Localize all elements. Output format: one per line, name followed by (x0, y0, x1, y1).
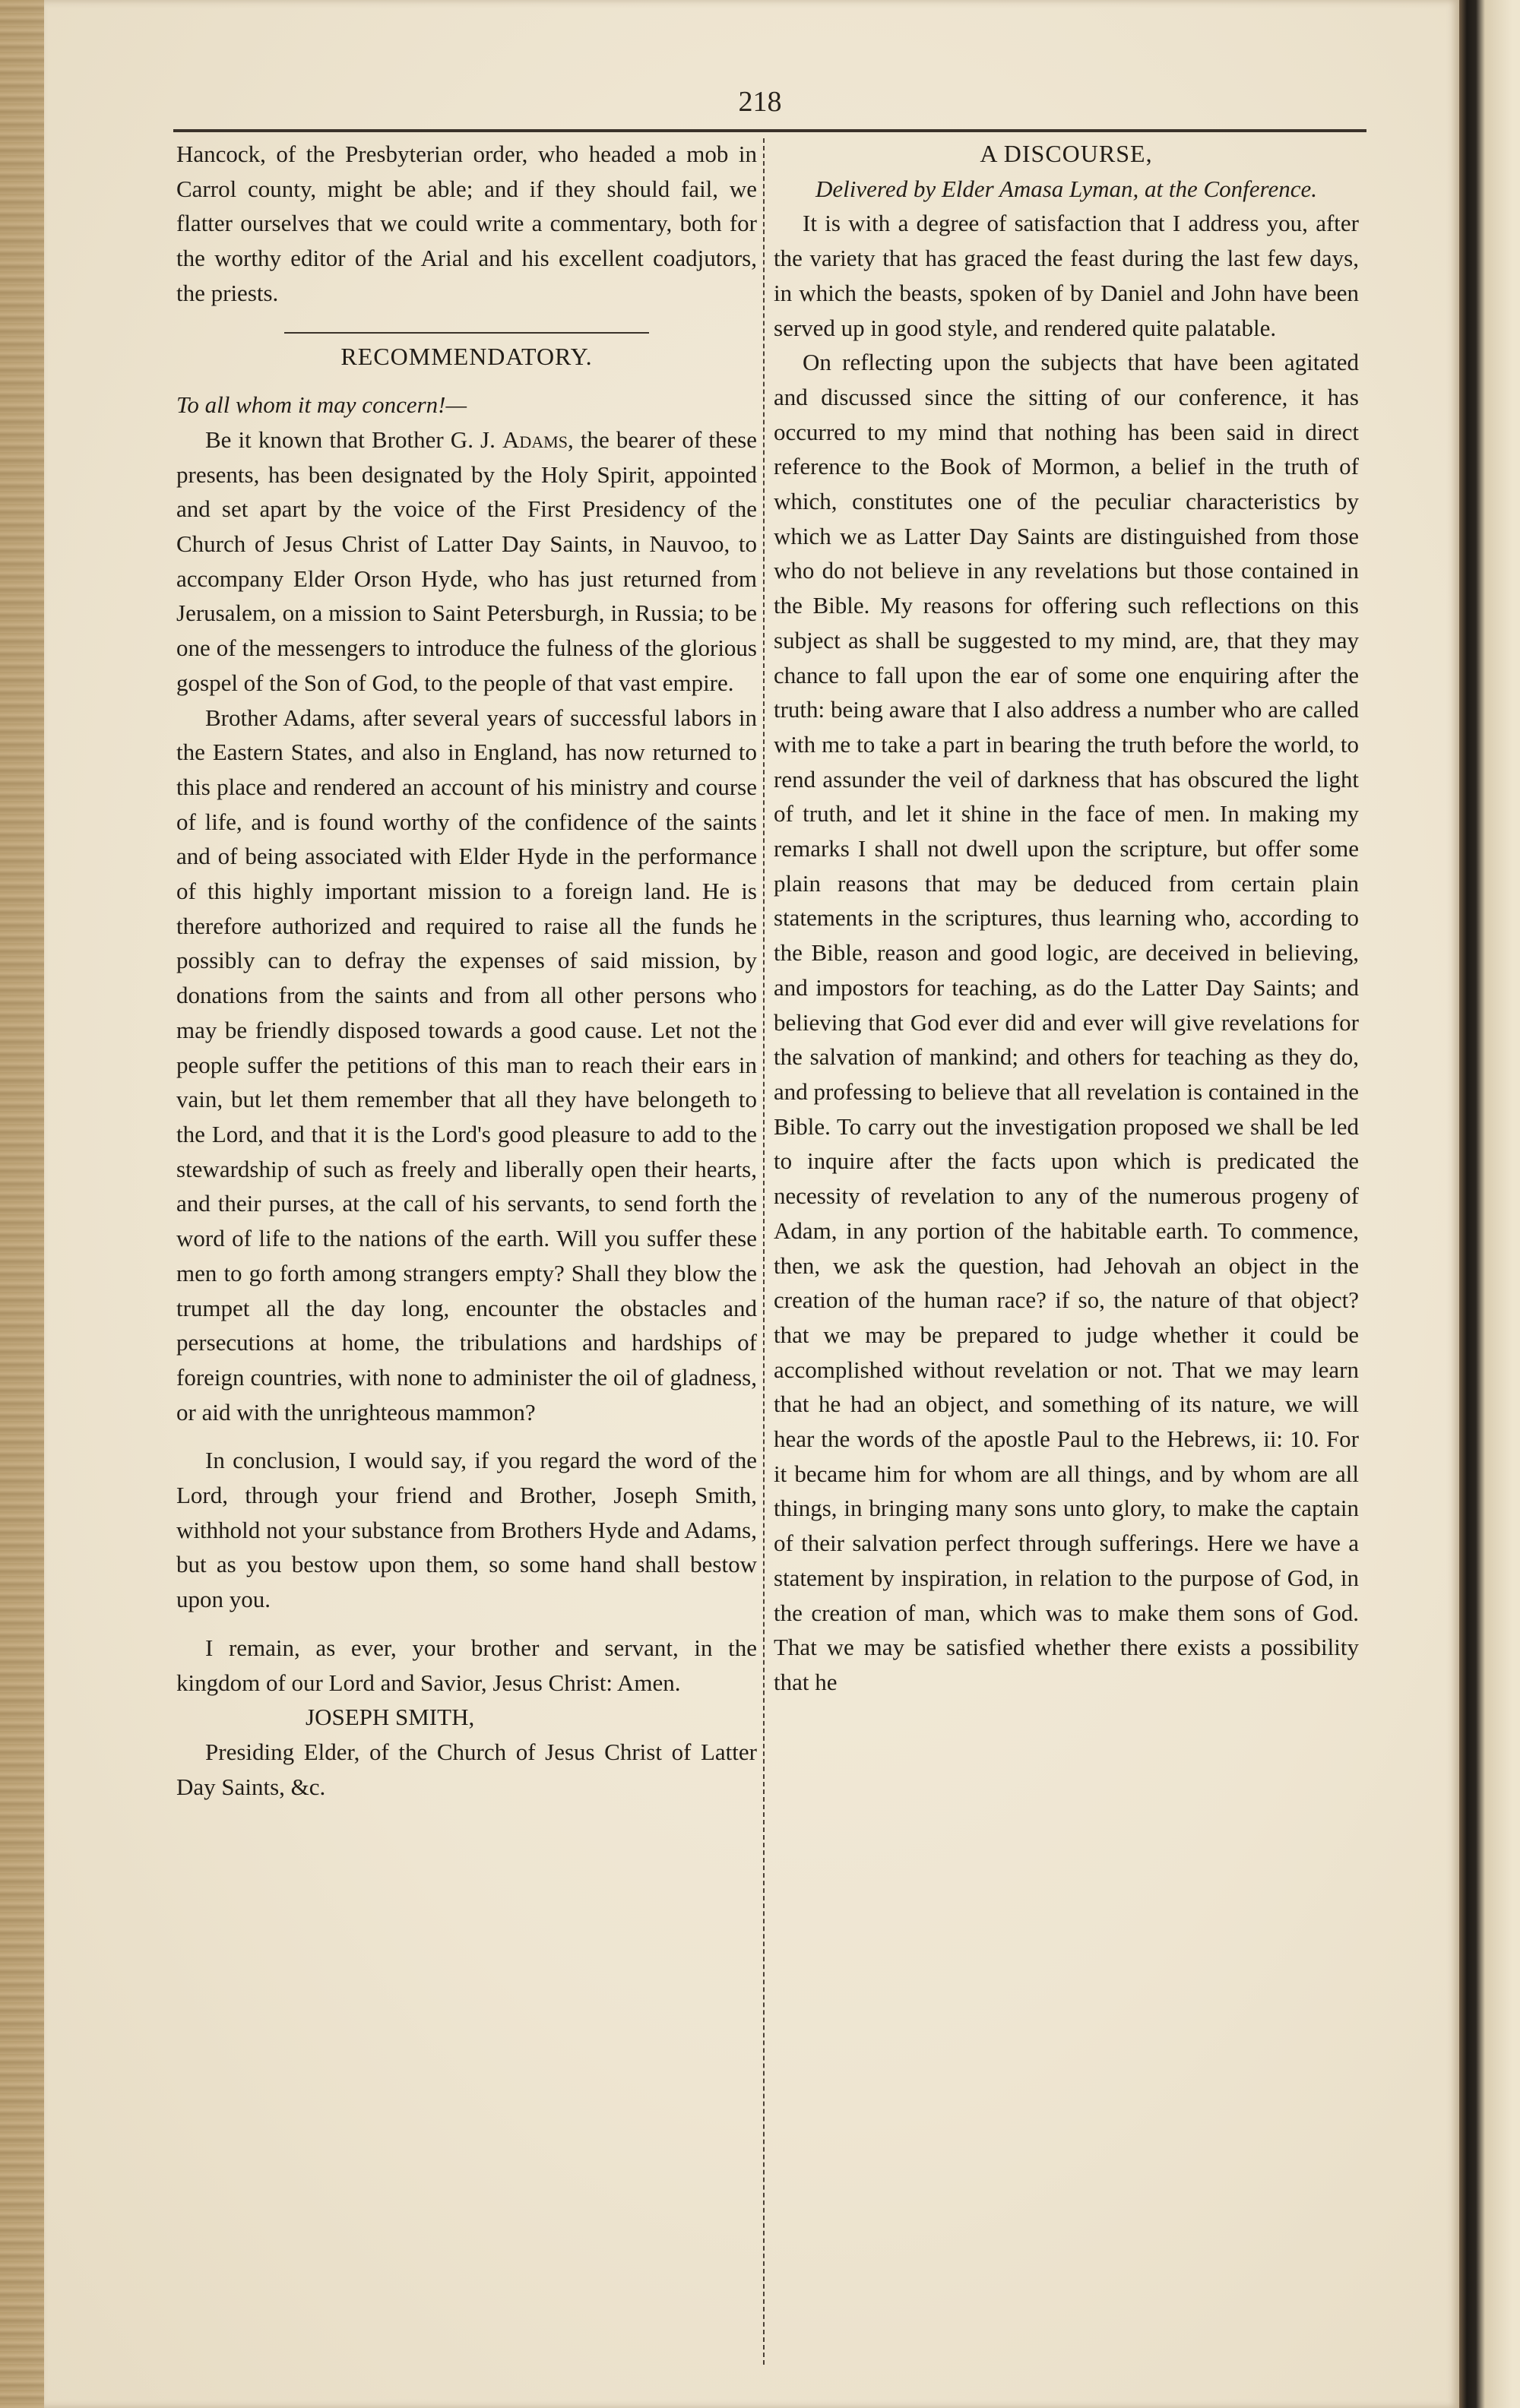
salutation: To all whom it may concern!— (176, 391, 467, 419)
discourse-title: A DISCOURSE, (980, 140, 1153, 167)
recommendation-paragraph-4: I remain, as ever, your brother and servant, in the kingdom of our Lord and Savior, Jesus Christ: Amen. (176, 1634, 757, 1696)
discourse-paragraph-2: On reflecting upon the subjects that have been agitated and discussed since the sitting of our conference, it has occurred to my mind that nothing has been said in direct reference to the Book of Mormon, a belief in the truth of which, constitutes one of the peculiar characteristics by which we as Latter Day Saints are distinguished from those who do not believe in any revelations but those contained in the Bible. My reasons for offering such reflections on this subject as shall be suggested to my mind, are, that they may chance to fall upon the ear of some one enquiring after the truth: being aware that I also address a number who are called with me to take a part in bearing the truth before the world, to rend assunder the veil of darkness that has obscured the light of truth, and let it shine in the face of men. In making my remarks I shall not dwell upon the scripture, but offer some plain reasons that may be deduced from certain plain statements in the scriptures, thus learning who, according to the Bible, reason and good logic, are deceived in believing, and impostors for teaching, as do the Latter Day Saints; and believing that God ever did and ever will give revelations for the salvation of mankind; and others for teaching as they do, and professing to believe that all revelation is contained in the Bible. To carry out the investigation proposed we shall be led to inquire after the facts upon which is predicated the necessity of revelation to any of the numerous progeny of Adam, in any portion of the habitable earth. To commence, then, we ask the question, had Jehovah an object in the creation of the human race? if so, the nature of that object? that we may be prepared to judge whether it could be accomplished without revelation or not. That we may learn that he had an object, and something of its nature, we will hear the words of the apostle Paul to the Hebrews, ii: 10. For it became him for whom are all things, and by whom are all things, in bringing many sons unto glory, to make the captain of their salvation perfect through sufferings. Here we have a statement by inspiration, in relation to the purpose of God, in the creation of man, which was to make them sons of God. That we may be satisfied whether there exists a possibility that he (774, 349, 1359, 1695)
paragraph-1-rest: , the bearer of these presents, has been designated by the Holy Spirit, appointed and set apart by the voice of the First Presidency of the Church of Jesus Christ of Latter Day Saints, in Nauvoo, to accompany Elder Orson Hyde, who has just returned from Jerusalem, on a mission to Saint Petersburgh, in Russia; to be one of the messengers to introduce the fulness of the glorious gospel of the Son of God, to the people of that vast empire. (176, 426, 757, 696)
continued-paragraph: Hancock, of the Presbyterian order, who headed a mob in Carrol county, might be able; and if they should fail, we flatter ourselves that we could write a commentary, both for the worthy editor of the Arial and his excellent coadjutors, the priests. (176, 141, 757, 306)
right-column (774, 137, 1359, 1700)
page-edge (1459, 0, 1520, 2408)
header-rule (173, 129, 1366, 132)
signature-name: JOSEPH SMITH, (306, 1704, 475, 1731)
page-number: 218 (738, 86, 782, 118)
paragraph-1-start: Be it known that Brother G. J. (205, 426, 502, 453)
book-binding (0, 0, 47, 2408)
signature-title: Presiding Elder, of the Church of Jesus Christ of Latter Day Saints, &c. (176, 1738, 757, 1800)
column-divider (763, 138, 765, 2365)
left-column (176, 137, 757, 1804)
discourse-paragraph-1: It is with a degree of satisfaction that I address you, after the variety that has graced the feast during the last few days, in which the beasts, spoken of by Daniel and John have been served up in good style, and rendered quite palatable. (774, 210, 1359, 341)
name-adams: Adams (502, 426, 568, 453)
discourse-byline: Delivered by Elder Amasa Lyman, at the Conference. (815, 175, 1317, 202)
recommendation-paragraph-2: Brother Adams, after several years of successful labors in the Eastern States, and also in England, has now returned to this place and rendered an account of his ministry and course of life, and is found worthy of the confidence of the saints and of being associated with Elder Hyde in the performance of this highly important mission to a foreign land. He is therefore authorized and required to raise all the funds he possibly can to defray the expenses of said mission, by donations from the saints and from all other persons who may be friendly disposed towards a good cause. Let not the people suffer the petitions of this man to reach their ears in vain, but let them remember that all they have belongeth to the Lord, and that it is the Lord's good pleasure to add to the stewardship of such as freely and liberally open their hearts, and their purses, at the call of his servants, to send forth the word of life to the nations of the earth. Will you suffer these men to go forth among strangers empty? Shall they blow the trumpet all the day long, encounter the obstacles and persecutions at home, the tribulations and hardships of foreign countries, with none to administer the oil of gladness, or aid with the unrighteous mammon? (176, 704, 757, 1425)
recommendation-paragraph-3: In conclusion, I would say, if you regard the word of the Lord, through your friend and Brother, Joseph Smith, withhold not your substance from Brothers Hyde and Adams, but as you bestow upon them, so some hand shall bestow upon you. (176, 1447, 757, 1613)
section-title: RECOMMENDATORY. (340, 342, 593, 370)
section-rule (284, 332, 649, 334)
recommendation-paragraph-1 (176, 422, 757, 701)
